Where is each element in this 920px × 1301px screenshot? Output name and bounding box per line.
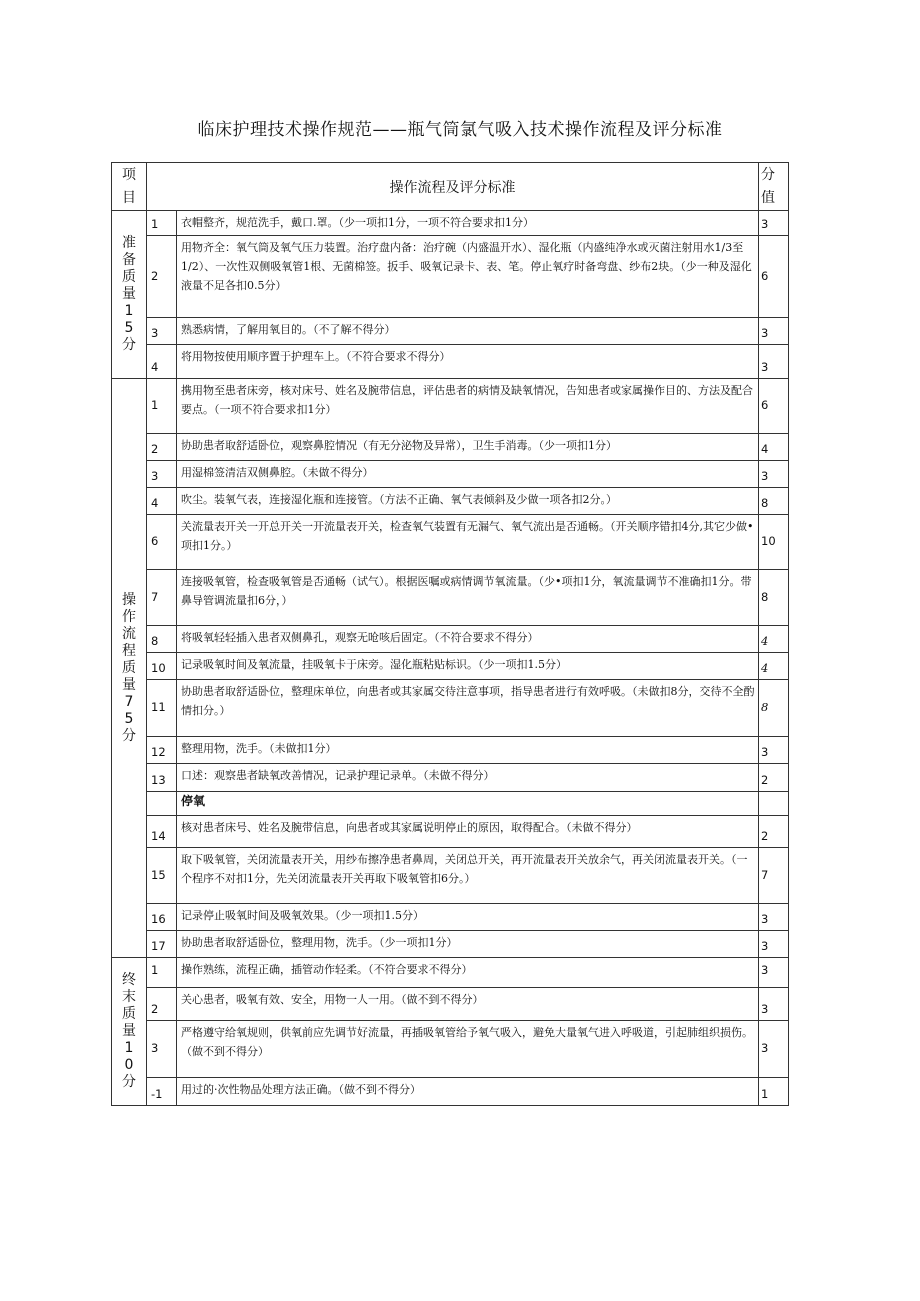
scoring-table [111, 162, 789, 1106]
row-score: 2 [759, 764, 789, 792]
row-text: 用物齐全：氧气筒及氧气压力装置。治疗盘内备：治疗碗（内盛温开水）、湿化瓶（内盛纯净水或灭菌注射用水1/3至1/2）、一次性双侧吸氧管1根、无菌棉签。扳手、吸氧记录卡、表、笔。停止氧疗时备弯盘、纱布2块。（少一种及湿化液量不足各扣0.5分） [177, 236, 759, 318]
section-final: 终末质量10分 [112, 958, 147, 1106]
table-row [112, 931, 789, 958]
table-row [112, 236, 789, 318]
table-row [112, 318, 789, 345]
row-text: 用过的·次性物品处理方法正确。（做不到不得分） [177, 1078, 759, 1106]
row-text: 携用物至患者床旁，核对床号、姓名及腕带信息，评估患者的病情及缺氧情况，告知患者或家属操作目的、方法及配合要点。（一项不符合要求扣1分） [177, 379, 759, 434]
subheading-stop-oxygen: 停氧 [177, 792, 759, 816]
page-title: 临床护理技术操作规范——瓶气筒氯气吸入技术操作流程及评分标准 [197, 120, 723, 140]
row-score: 8 [759, 488, 789, 515]
row-score: 6 [759, 379, 789, 434]
table-row [112, 461, 789, 488]
row-number: 16 [147, 904, 177, 931]
row-score: 6 [759, 236, 789, 318]
row-text: 协助患者取舒适卧位，观察鼻腔情况（有无分泌物及异常），卫生手消毒。（少一项扣1分） [177, 434, 759, 461]
row-score: 3 [759, 345, 789, 379]
row-number: 15 [147, 848, 177, 904]
row-score: 3 [759, 931, 789, 958]
row-text: 记录停止吸氧时间及吸氧效果。（少一项扣1.5分） [177, 904, 759, 931]
row-score: 8 [759, 570, 789, 626]
row-text: 协助患者取舒适卧位，整理用物，洗手。（少一项扣1分） [177, 931, 759, 958]
row-score: 4 [759, 626, 789, 653]
row-score: 3 [759, 1021, 789, 1078]
row-text: 熟悉病情，了解用氧目的。（不了解不得分） [177, 318, 759, 345]
table-row [112, 1078, 789, 1106]
table-row [112, 904, 789, 931]
row-number: 13 [147, 764, 177, 792]
row-number: 14 [147, 816, 177, 848]
row-number: 2 [147, 434, 177, 461]
row-number: 10 [147, 653, 177, 680]
row-text: 整理用物，洗手。（未做扣1分） [177, 737, 759, 764]
row-number: 3 [147, 1021, 177, 1078]
table-row [112, 764, 789, 792]
row-text: 操作熟练，流程正确，插管动作轻柔。（不符合要求不得分） [177, 958, 759, 988]
row-text: 衣帽整齐，规范洗手，戴口.罩。（少一项扣1分，一项不符合要求扣1分） [177, 211, 759, 236]
row-score [759, 792, 789, 816]
table-row [112, 680, 789, 737]
row-score: 3 [759, 211, 789, 236]
row-number: 4 [147, 345, 177, 379]
row-score: 3 [759, 737, 789, 764]
row-text: 将用物按使用顺序置于护理车上。（不符合要求不得分） [177, 345, 759, 379]
table-row [112, 848, 789, 904]
table-row [112, 211, 789, 236]
row-number: -1 [147, 1078, 177, 1106]
table-row [112, 515, 789, 570]
row-score: 2 [759, 816, 789, 848]
row-text: 记录吸氧时间及氧流量，挂吸氧卡于床旁。湿化瓶粘贴标识。（少一项扣1.5分） [177, 653, 759, 680]
row-number: 1 [147, 958, 177, 988]
row-text: 严格遵守给氧规则，供氧前应先调节好流量，再插吸氧管给予氧气吸入，避免大量氧气进入呼吸道，引起肺组织损伤。（做不到不得分） [177, 1021, 759, 1078]
table-row [112, 988, 789, 1021]
row-number: 3 [147, 461, 177, 488]
row-number: 12 [147, 737, 177, 764]
row-text: 核对患者床号、姓名及腕带信息，向患者或其家属说明停止的原因，取得配合。（未做不得分） [177, 816, 759, 848]
row-number: 6 [147, 515, 177, 570]
table-row [112, 958, 789, 988]
row-text: 口述：观察患者缺氧改善情况，记录护理记录单。（未做不得分） [177, 764, 759, 792]
row-score: 1 [759, 1078, 789, 1106]
subheading-row [112, 792, 789, 816]
row-number: 2 [147, 236, 177, 318]
row-text: 取下吸氧管，关闭流量表开关，用纱布擦净患者鼻周，关闭总开关，再开流量表开关放余气，再关闭流量表开关。（一个程序不对扣1分，先关闭流量表开关再取下吸氧管扣6分。） [177, 848, 759, 904]
table-header-row [112, 163, 789, 211]
table-row [112, 570, 789, 626]
row-text: 连接吸氧管，检查吸氧管是否通畅（试气）。根据医嘱或病情调节氧流量。（少•项扣1分，氧流量调节不准确扣1分。带鼻导管调流量扣6分，） [177, 570, 759, 626]
row-score: 3 [759, 318, 789, 345]
table-row [112, 816, 789, 848]
table-row [112, 379, 789, 434]
table-row [112, 345, 789, 379]
row-text: 关心患者，吸氧有效、安全，用物一人一用。（做不到不得分） [177, 988, 759, 1021]
row-text: 吹尘。装氧气表，连接湿化瓶和连接管。（方法不正确、氧气表倾斜及少做一项各扣2分。） [177, 488, 759, 515]
table-row [112, 1021, 789, 1078]
row-text: 将吸氧轻轻插入患者双侧鼻孔，观察无呛咳后固定。（不符合要求不得分） [177, 626, 759, 653]
row-number: 2 [147, 988, 177, 1021]
table-row [112, 626, 789, 653]
row-number [147, 792, 177, 816]
row-score: 3 [759, 958, 789, 988]
row-score: 3 [759, 988, 789, 1021]
table-row [112, 488, 789, 515]
row-number: 4 [147, 488, 177, 515]
row-score: 10 [759, 515, 789, 570]
row-text: 协助患者取舒适卧位，整理床单位，向患者或其家属交待注意事项，指导患者进行有效呼吸。（未做扣8分，交待不全酌情扣分。） [177, 680, 759, 737]
row-score: 3 [759, 904, 789, 931]
row-score: 7 [759, 848, 789, 904]
row-number: 3 [147, 318, 177, 345]
table-row [112, 653, 789, 680]
section-prep: 准备质量15分 [112, 211, 147, 379]
row-text: 关流量表开关一开总开关一开流量表开关，检查氧气装置有无漏气、氧气流出是否通畅。（开关顺序错扣4分,其它少做•项扣1分。） [177, 515, 759, 570]
header-content: 操作流程及评分标准 [147, 163, 759, 211]
header-section: 项目 [112, 163, 147, 211]
row-number: 7 [147, 570, 177, 626]
section-ops: 操作流程质量75分 [112, 379, 147, 958]
table-row [112, 434, 789, 461]
row-number: 1 [147, 211, 177, 236]
row-text: 用湿棉签清洁双侧鼻腔。（未做不得分） [177, 461, 759, 488]
row-number: 17 [147, 931, 177, 958]
row-number: 11 [147, 680, 177, 737]
row-score: 4 [759, 434, 789, 461]
row-number: 8 [147, 626, 177, 653]
row-score: 4 [759, 653, 789, 680]
row-score: 3 [759, 461, 789, 488]
row-number: 1 [147, 379, 177, 434]
header-score: 分值 [759, 163, 789, 211]
table-row [112, 737, 789, 764]
row-score: 8 [759, 680, 789, 737]
